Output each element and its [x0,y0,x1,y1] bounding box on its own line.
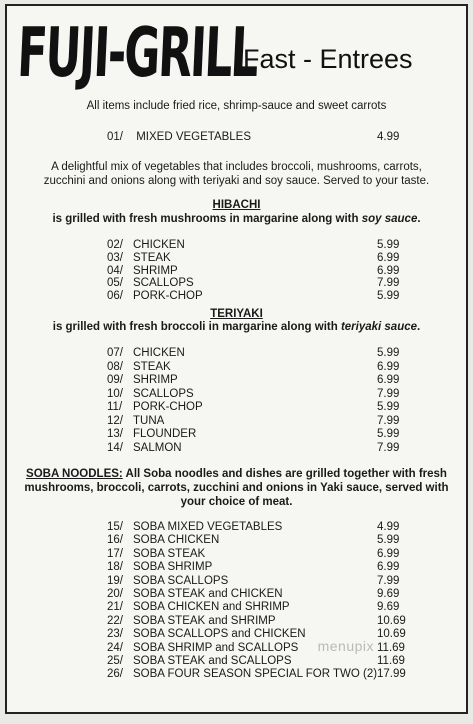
intro-text: All items include fried rice, shrimp-sauce and sweet carrots [86,100,387,112]
item-number: 15/ [107,521,123,533]
item-number: 04/ [107,264,123,277]
item-name: SOBA SHRIMP and SCALLOPS [133,641,299,654]
item-name: STEAK [133,360,171,373]
item-number: 02/ [107,239,123,251]
item-name: SHRIMP [133,264,178,277]
item-number: 12/ [107,414,123,427]
menu-item [107,400,400,414]
menu-page [5,4,468,714]
item-price: 9.69 [377,588,400,600]
item-name: PORK-CHOP [133,401,203,413]
item-name: STEAK [133,251,171,264]
fuji-grill-logo: FUJI-GRILL [15,13,259,93]
item-price: 6.99 [377,547,400,560]
hibachi-desc-sauce: soy sauce [361,213,418,225]
item-price: 5.99 [377,428,400,440]
item-name: FLOUNDER [133,428,197,440]
item-name: SOBA CHICKEN and SHRIMP [133,601,290,614]
teriyaki-heading: TERIYAKI [210,308,263,320]
item-price: 17.99 [377,668,406,681]
item-number: 07/ [107,347,123,359]
soba-heading: SOBA NOODLES: [26,468,123,480]
item-name: SOBA MIXED VEGETABLES [133,521,283,533]
teriyaki-desc-end: . [417,321,421,333]
item-number: 16/ [107,534,123,547]
item-price: 7.99 [377,441,400,454]
item-number: 24/ [107,641,123,654]
item-price: 5.99 [377,290,400,303]
mixed-veg-description-line-2: zucchini and onions along with teriyaki and soy sauce. Served to your taste. [43,175,430,187]
item-name: SALMON [133,441,182,454]
item-number: 23/ [107,628,123,641]
item-number: 20/ [107,588,123,600]
menu-item [107,346,400,360]
item-name: CHICKEN [133,347,185,359]
hibachi-description [7,213,466,225]
item-number: 19/ [107,574,123,587]
item-name: SHRIMP [133,374,178,386]
menu-item [107,414,400,428]
item-price: 5.99 [377,534,400,547]
menu-item [107,547,400,561]
item-name: SOBA SCALLOPS [133,574,229,587]
menu-item [107,387,400,401]
item-name: MIXED VEGETABLES [136,131,252,143]
item-price: 7.99 [377,574,400,587]
item-name: SOBA SCALLOPS and CHICKEN [133,628,306,641]
item-price: 6.99 [377,561,400,574]
item-name: TUNA [133,414,165,427]
mixed-veg-description-line-1: A delightful mix of vegetables that includes broccoli, mushrooms, carrots, [51,161,422,173]
item-name: SOBA SHRIMP [133,561,213,574]
item-name: SOBA STEAK and SHRIMP [133,614,276,627]
menupix-watermark: menupix [317,638,374,654]
teriyaki-desc-text: is grilled with fresh broccoli in margarine along with [52,321,341,333]
menu-item [107,600,400,614]
menu-item-01 [107,130,400,144]
item-name: SCALLOPS [133,277,194,290]
item-name: SCALLOPS [133,387,194,400]
menu-item [107,574,400,588]
soba-desc-line-2: mushrooms, broccoli, carrots, zucchini and onions in Yaki sauce, served with [24,482,449,494]
item-number: 08/ [107,360,123,373]
teriyaki-desc-sauce: teriyaki sauce [340,321,418,333]
item-number: 18/ [107,561,123,574]
menu-item [107,289,400,303]
item-number: 01/ [107,131,123,143]
item-price: 5.99 [377,401,400,413]
item-price: 7.99 [377,277,400,290]
item-name: SOBA STEAK [133,547,206,560]
item-price: 11.69 [377,641,405,654]
item-price: 4.99 [377,131,400,143]
item-price: 6.99 [377,360,400,373]
hibachi-heading: HIBACHI [212,199,261,211]
menu-item [107,654,405,668]
item-number: 17/ [107,547,123,560]
item-price: 10.69 [377,628,406,641]
menu-item [107,587,400,601]
menu-item [107,360,400,374]
item-name: CHICKEN [133,239,185,251]
menu-item [107,427,400,441]
item-number: 26/ [107,668,123,681]
item-name: SOBA FOUR SEASON SPECIAL FOR TWO (2) [133,668,378,681]
menu-item [107,373,400,387]
item-price: 7.99 [377,414,400,427]
page-title: Fast - Entrees [243,44,413,74]
item-number: 21/ [107,601,123,614]
item-number: 25/ [107,655,123,667]
item-price: 6.99 [377,374,400,386]
menu-item [107,441,400,455]
teriyaki-description [7,321,466,333]
item-price: 5.99 [377,239,400,251]
soba-description [17,467,456,509]
item-number: 22/ [107,614,123,627]
item-number: 13/ [107,428,123,440]
item-price: 9.69 [377,601,400,614]
item-name: SOBA STEAK and CHICKEN [133,588,283,600]
hibachi-desc-end: . [417,213,421,225]
menu-item [107,667,406,681]
item-number: 09/ [107,374,123,386]
item-number: 05/ [107,277,123,290]
item-price: 6.99 [377,264,400,277]
item-number: 14/ [107,441,123,454]
item-name: SOBA STEAK and SCALLOPS [133,655,292,667]
item-name: SOBA CHICKEN [133,534,220,547]
menu-item [107,520,400,534]
soba-desc-line-3: your choice of meat. [180,496,293,508]
hibachi-desc-text: is grilled with fresh mushrooms in margarine along with [52,213,362,225]
item-price: 5.99 [377,347,400,359]
item-number: 06/ [107,290,123,303]
item-price: 4.99 [377,521,400,533]
item-price: 7.99 [377,387,400,400]
menu-item [107,533,400,547]
item-number: 10/ [107,387,123,400]
soba-desc-line-1: All Soba noodles and dishes are grilled together with fresh [122,468,447,480]
item-price: 6.99 [377,251,400,264]
menu-item [107,614,406,628]
item-number: 11/ [107,401,123,413]
item-price: 10.69 [377,614,406,627]
item-number: 03/ [107,251,123,264]
item-name: PORK-CHOP [133,290,203,303]
menu-item [107,560,400,574]
item-price: 11.69 [377,655,405,667]
